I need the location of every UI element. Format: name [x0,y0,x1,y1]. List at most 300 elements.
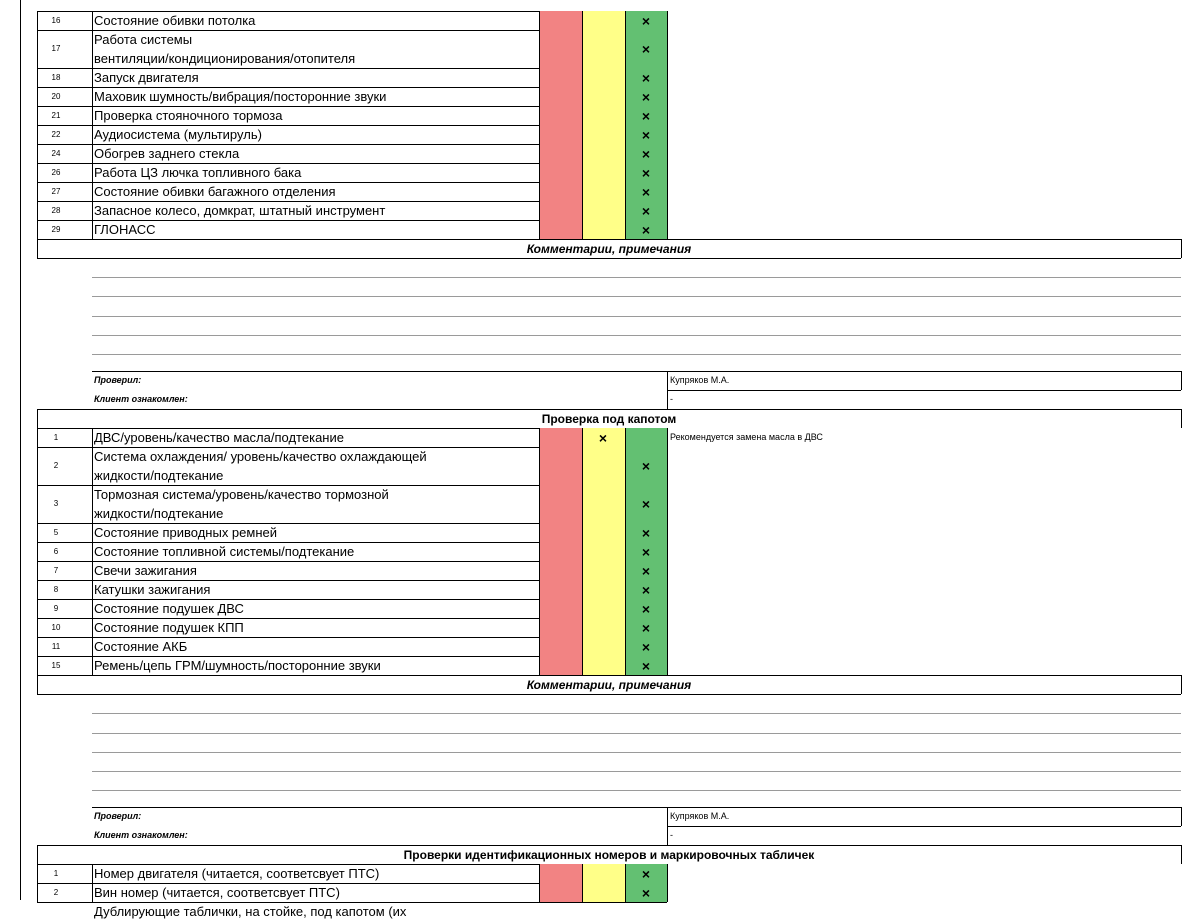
row-number: 27 [51,186,61,196]
row-label: Запасное колесо, домкрат, штатный инструмент [94,203,386,218]
grid-line [539,580,540,599]
check-mark-green: × [641,524,651,541]
grid-line [37,30,38,68]
status-yellow-cell[interactable] [582,542,625,561]
status-red-cell[interactable] [539,561,582,580]
grid-line [539,523,540,542]
grid-line [37,580,38,599]
row-label: Номер двигателя (читается, соответсвует ПТС) [94,866,380,882]
checked-by-label: Проверил: [94,811,142,822]
row-number: 28 [51,205,61,215]
check-mark-green: × [641,41,651,57]
row-label: жидкости/подтекание [94,506,224,522]
grid-line [667,201,668,220]
row-label: Обогрев заднего стекла [94,146,240,161]
row-label: ГЛОНАСС [94,222,156,237]
status-red-cell[interactable] [539,542,582,561]
row-label: Проверка стояночного тормоза [94,108,283,123]
grid-line [92,542,93,561]
grid-line [92,599,93,618]
grid-line [37,845,38,864]
row-number: 22 [51,129,61,139]
grid-line [92,523,93,542]
grid-line [625,220,626,239]
client-acknowledged-value: - [670,830,673,841]
check-mark-green: × [641,221,651,238]
status-red-cell[interactable] [539,599,582,618]
grid-line [92,144,93,163]
status-red-cell[interactable] [539,580,582,599]
status-red-cell[interactable] [539,220,582,239]
check-mark-green: × [641,126,651,143]
check-mark-green: × [641,865,651,882]
row-label: Ремень/цепь ГРМ/шумность/посторонние звуки [94,658,381,674]
client-acknowledged-value: - [670,394,673,405]
grid-line [37,68,38,87]
row-label: Вин номер (читается, соответсвует ПТС) [94,885,340,901]
grid-line [667,87,668,106]
grid-line [582,656,583,675]
status-yellow-cell[interactable] [582,447,625,485]
grid-line [37,409,38,428]
grid-line [667,220,668,239]
check-mark-green: × [641,458,651,475]
grid-line [625,144,626,163]
grid-line [582,637,583,656]
section-title: Проверки идентификационных номеров и маркировочных табличек [403,848,815,863]
grid-line [625,485,626,523]
row-label: Запуск двигателя [94,70,199,85]
row-label: Состояние подушек ДВС [94,601,244,617]
row-number: 2 [53,461,59,471]
row-number: 24 [51,148,61,158]
grid-line [539,864,540,883]
grid-line [20,0,21,900]
grid-line [539,182,540,201]
grid-line [37,561,38,580]
grid-line [92,447,93,485]
grid-line [667,182,668,201]
grid-line [539,447,540,485]
grid-line [92,637,93,656]
status-red-cell[interactable] [539,68,582,87]
grid-line [92,713,1181,714]
grid-line [92,316,1181,317]
grid-line [582,30,583,68]
row-number: 5 [53,527,59,537]
grid-line [37,144,38,163]
grid-line [582,599,583,618]
grid-line [92,733,1181,734]
row-number: 3 [53,499,59,509]
grid-line [539,542,540,561]
grid-line [92,428,93,447]
check-mark-yellow: × [598,429,608,446]
comments-title: Комментарии, примечания [526,678,692,693]
status-red-cell[interactable] [539,656,582,675]
grid-line [667,144,668,163]
grid-line [92,335,1181,336]
grid-line [539,485,540,523]
status-red-cell[interactable] [539,30,582,68]
status-green-cell[interactable] [625,428,667,447]
status-red-cell[interactable] [539,428,582,447]
row-label: Состояние приводных ремней [94,525,278,541]
grid-line [582,580,583,599]
status-red-cell[interactable] [539,864,582,883]
grid-line [92,580,93,599]
grid-line [667,447,668,485]
status-red-cell[interactable] [539,87,582,106]
grid-line [625,656,626,675]
grid-line [92,68,93,87]
status-yellow-cell[interactable] [582,144,625,163]
row-label: Состояние обивки багажного отделения [94,184,336,199]
row-label: Работа ЦЗ лючка топливного бака [94,165,302,180]
grid-line [539,561,540,580]
checked-by-label: Проверил: [94,375,142,386]
grid-line [92,11,93,30]
grid-line [37,864,38,883]
grid-line [92,87,93,106]
grid-line [625,864,626,883]
grid-line [625,87,626,106]
status-yellow-cell[interactable] [582,106,625,125]
grid-line [625,201,626,220]
grid-line [37,220,38,239]
row-label: Катушки зажигания [94,582,211,598]
grid-line [37,447,38,485]
grid-line [92,618,93,637]
row-label: Состояние АКБ [94,639,188,655]
status-yellow-cell[interactable] [582,30,625,68]
grid-line [539,656,540,675]
grid-line [625,542,626,561]
grid-line [667,485,668,523]
grid-line [539,30,540,68]
grid-line [1181,409,1182,428]
grid-line [92,277,1181,278]
grid-line [37,618,38,637]
status-red-cell[interactable] [539,485,582,523]
grid-line [92,371,1181,372]
grid-line [92,182,93,201]
row-number: 11 [51,641,61,651]
grid-line [37,542,38,561]
status-yellow-cell[interactable] [582,637,625,656]
status-yellow-cell[interactable] [582,618,625,637]
client-acknowledged-label: Клиент ознакомлен: [94,830,188,841]
status-red-cell[interactable] [539,447,582,485]
status-yellow-cell[interactable] [582,201,625,220]
section-title: Проверка под капотом [541,412,677,427]
grid-line [582,447,583,485]
grid-line [37,485,38,523]
grid-line [625,182,626,201]
status-yellow-cell[interactable] [582,182,625,201]
check-mark-green: × [641,202,651,219]
grid-line [37,87,38,106]
grid-line [37,125,38,144]
grid-line [37,106,38,125]
grid-line [667,125,668,144]
status-red-cell[interactable] [539,618,582,637]
grid-line [667,542,668,561]
grid-line [1181,675,1182,694]
grid-line [625,11,626,30]
row-number: 21 [51,110,61,120]
grid-line [582,864,583,883]
grid-line [539,144,540,163]
status-yellow-cell[interactable] [582,125,625,144]
grid-line [667,106,668,125]
grid-line [539,125,540,144]
grid-line [667,599,668,618]
grid-line [92,201,93,220]
grid-line [539,106,540,125]
grid-line [539,428,540,447]
grid-line [37,182,38,201]
checked-by-value: Купряков М.А. [670,811,730,822]
grid-line [539,220,540,239]
row-number: 1 [53,868,59,878]
grid-line [625,125,626,144]
grid-line [667,656,668,675]
grid-line [92,656,93,675]
grid-line [539,87,540,106]
status-yellow-cell[interactable] [582,864,625,883]
check-mark-green: × [641,581,651,598]
row-label: Тормозная система/уровень/качество тормозной [94,487,389,503]
grid-line [582,542,583,561]
row-number: 29 [51,224,61,234]
grid-line [1181,371,1182,390]
grid-line [582,87,583,106]
check-mark-green: × [641,145,651,162]
grid-line [667,428,668,447]
row-label: жидкости/подтекание [94,468,224,484]
check-mark-green: × [641,600,651,617]
grid-line [539,163,540,182]
grid-line [92,807,1181,808]
row-number: 1 [53,432,59,442]
grid-line [92,752,1181,753]
grid-line [539,11,540,30]
status-red-cell[interactable] [539,201,582,220]
grid-line [92,354,1181,355]
row-number: 9 [53,603,59,613]
row-label: Состояние подушек КПП [94,620,244,636]
grid-line [625,523,626,542]
row-label: ДВС/уровень/качество масла/подтекание [94,430,344,446]
check-mark-green: × [641,12,651,29]
grid-line [582,125,583,144]
grid-line [37,11,38,30]
grid-line [92,790,1181,791]
status-red-cell[interactable] [539,523,582,542]
grid-line [92,485,93,523]
status-yellow-cell[interactable] [582,220,625,239]
grid-line [37,163,38,182]
status-yellow-cell[interactable] [582,68,625,87]
client-acknowledged-label: Клиент ознакомлен: [94,394,188,405]
status-yellow-cell[interactable] [582,11,625,30]
grid-line [582,618,583,637]
status-red-cell[interactable] [539,182,582,201]
grid-line [667,523,668,542]
check-mark-green: × [641,619,651,636]
row-number: 26 [51,167,61,177]
row-label: Работа системы [94,32,193,47]
grid-line [37,523,38,542]
row-label: Состояние обивки потолка [94,13,256,28]
grid-line [625,637,626,656]
grid-line [625,561,626,580]
row-label: Система охлаждения/ уровень/качество охлаждающей [94,449,427,465]
row-label: Состояние топливной системы/подтекание [94,544,355,560]
check-mark-green: × [641,562,651,579]
grid-line [667,30,668,68]
grid-line [1181,239,1182,258]
grid-line [92,864,93,883]
grid-line [582,11,583,30]
grid-line [667,390,1181,391]
status-yellow-cell[interactable] [582,580,625,599]
grid-line [37,599,38,618]
grid-line [625,106,626,125]
grid-line [37,656,38,675]
grid-line [667,618,668,637]
row-number: 16 [51,15,61,25]
check-mark-green: × [641,88,651,105]
grid-line [667,68,668,87]
check-mark-green: × [641,69,651,86]
grid-line [625,30,626,68]
check-mark-green: × [641,107,651,124]
checked-by-value: Купряков М.А. [670,375,730,386]
grid-line [92,561,93,580]
grid-line [582,523,583,542]
grid-line [667,11,668,30]
row-label: Аудиосистема (мультируль) [94,127,262,142]
check-mark-green: × [641,543,651,560]
row-number: 18 [51,72,61,82]
grid-line [582,485,583,523]
grid-line [582,106,583,125]
grid-line [582,68,583,87]
row-number: 10 [51,622,61,632]
row-number: 15 [51,660,61,670]
status-red-cell[interactable] [539,11,582,30]
status-red-cell[interactable] [539,106,582,125]
grid-line [625,580,626,599]
grid-line [667,163,668,182]
check-mark-green: × [641,164,651,181]
grid-line [1181,807,1182,826]
row-note: Рекомендуется замена масла в ДВС [670,432,823,443]
row-label: вентиляции/кондиционирования/отопителя [94,51,356,66]
row-label: Дублирующие таблички, на стойке, под капотом (их [94,904,407,920]
grid-line [37,201,38,220]
status-red-cell[interactable] [539,637,582,656]
grid-line [582,144,583,163]
status-yellow-cell[interactable] [582,87,625,106]
row-number: 6 [53,546,59,556]
grid-line [539,68,540,87]
grid-line [582,201,583,220]
check-mark-green: × [641,657,651,674]
grid-line [92,106,93,125]
row-number: 17 [51,44,61,53]
grid-line [539,599,540,618]
check-mark-green: × [641,884,651,901]
status-yellow-cell[interactable] [582,523,625,542]
grid-line [539,201,540,220]
grid-line [667,864,668,883]
grid-line [92,125,93,144]
grid-line [625,599,626,618]
grid-line [92,163,93,182]
status-red-cell[interactable] [539,144,582,163]
grid-line [625,618,626,637]
grid-line [37,675,38,694]
status-red-cell[interactable] [539,163,582,182]
row-number: 7 [53,565,59,575]
grid-line [539,637,540,656]
grid-line [92,220,93,239]
grid-line [37,258,1181,259]
grid-line [625,447,626,485]
grid-line [667,561,668,580]
grid-line [92,30,93,68]
grid-line [582,428,583,447]
grid-line [625,68,626,87]
grid-line [92,296,1181,297]
grid-line [667,826,1181,827]
comments-title: Комментарии, примечания [526,242,692,256]
grid-line [582,220,583,239]
grid-line [37,694,1181,695]
grid-line [582,561,583,580]
row-number: 2 [53,887,59,897]
check-mark-green: × [641,183,651,200]
grid-line [37,637,38,656]
status-yellow-cell[interactable] [582,561,625,580]
status-yellow-cell[interactable] [582,599,625,618]
row-number: 20 [51,91,61,101]
check-mark-green: × [641,638,651,655]
grid-line [582,182,583,201]
status-red-cell[interactable] [539,125,582,144]
grid-line [625,163,626,182]
grid-line [667,580,668,599]
row-number: 8 [53,584,59,594]
status-yellow-cell[interactable] [582,485,625,523]
row-label: Свечи зажигания [94,563,197,579]
status-yellow-cell[interactable] [582,163,625,182]
grid-line [539,618,540,637]
grid-line [37,428,38,447]
grid-line [37,239,38,258]
row-label: Маховик шумность/вибрация/посторонние звуки [94,89,387,104]
grid-line [667,637,668,656]
status-yellow-cell[interactable] [582,656,625,675]
grid-line [582,163,583,182]
check-mark-green: × [641,496,651,513]
grid-line [1181,845,1182,864]
grid-line [625,428,626,447]
grid-line [92,771,1181,772]
